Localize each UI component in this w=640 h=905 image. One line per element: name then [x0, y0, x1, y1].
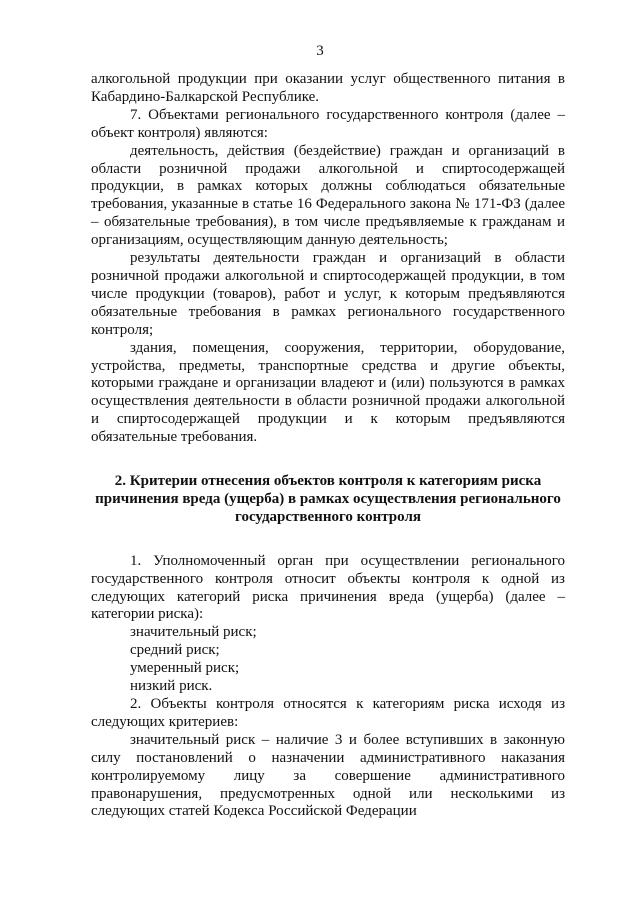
list-item-low-risk: низкий риск. [130, 678, 213, 695]
paragraph-results: результаты деятельности граждан и организаций в области розничной продажи алкогольной и спиртосодержащей продукции, в том числе продукции (товаров), работ и услуг, к которым предъявляются обязательные требования в рамках регионального государственного контроля; [91, 250, 565, 338]
paragraph-significant-risk-criteria: значительный риск – наличие 3 и более вступивших в законную силу постановлений о назначении административного наказания контролируемому лицу за совершение административного правонарушения, предусмотренных одной или несколькими из следующих статей Кодекса Российской Федерации [91, 731, 565, 820]
list-item-moderate-risk: умеренный риск; [130, 660, 240, 677]
paragraph-item-7: 7. Объектами регионального государственного контроля (далее – объект контроля) являются: [91, 106, 565, 141]
paragraph-item-1: 1. Уполномоченный орган при осуществлении регионального государственного контроля относит объекты контроля к одной из следующих категорий риска причинения вреда (ущерба) (далее – категории риска): [91, 552, 565, 623]
page-number: 3 [316, 43, 324, 59]
list-item-significant-risk: значительный риск; [130, 624, 257, 641]
paragraph-buildings: здания, помещения, сооружения, территории, оборудование, устройства, предметы, транспортные средства и другие объекты, которыми граждане и организации владеют и (или) пользуются в рамках осуществления деятельности в области розничной продажи алкогольной и спиртосодержащей продукции и к которым предъявляются обязательные требования. [91, 339, 565, 446]
paragraph-item-2: 2. Объекты контроля относятся к категориям риска исходя из следующих критериев: [91, 696, 565, 730]
section-heading: 2. Критерии отнесения объектов контроля к категориям риска причинения вреда (ущерба) в рамках осуществления регионального государственного контроля [95, 473, 561, 525]
paragraph-continuation: алкогольной продукции при оказании услуг общественного питания в Кабардино-Балкарской Республике. [91, 71, 565, 105]
document-body [91, 71, 565, 821]
paragraph-activities: деятельность, действия (бездействие) граждан и организаций в области розничной продажи алкогольной и спиртосодержащей продукции, в рамках которых должны соблюдаться обязательные требования, указанные в статье 16 Федерального закона № 171-ФЗ (далее – обязательные требования), в том числе предъявляемые к гражданам и организациям, осуществляющим данную деятельность; [91, 142, 565, 249]
list-item-medium-risk: средний риск; [130, 642, 220, 659]
